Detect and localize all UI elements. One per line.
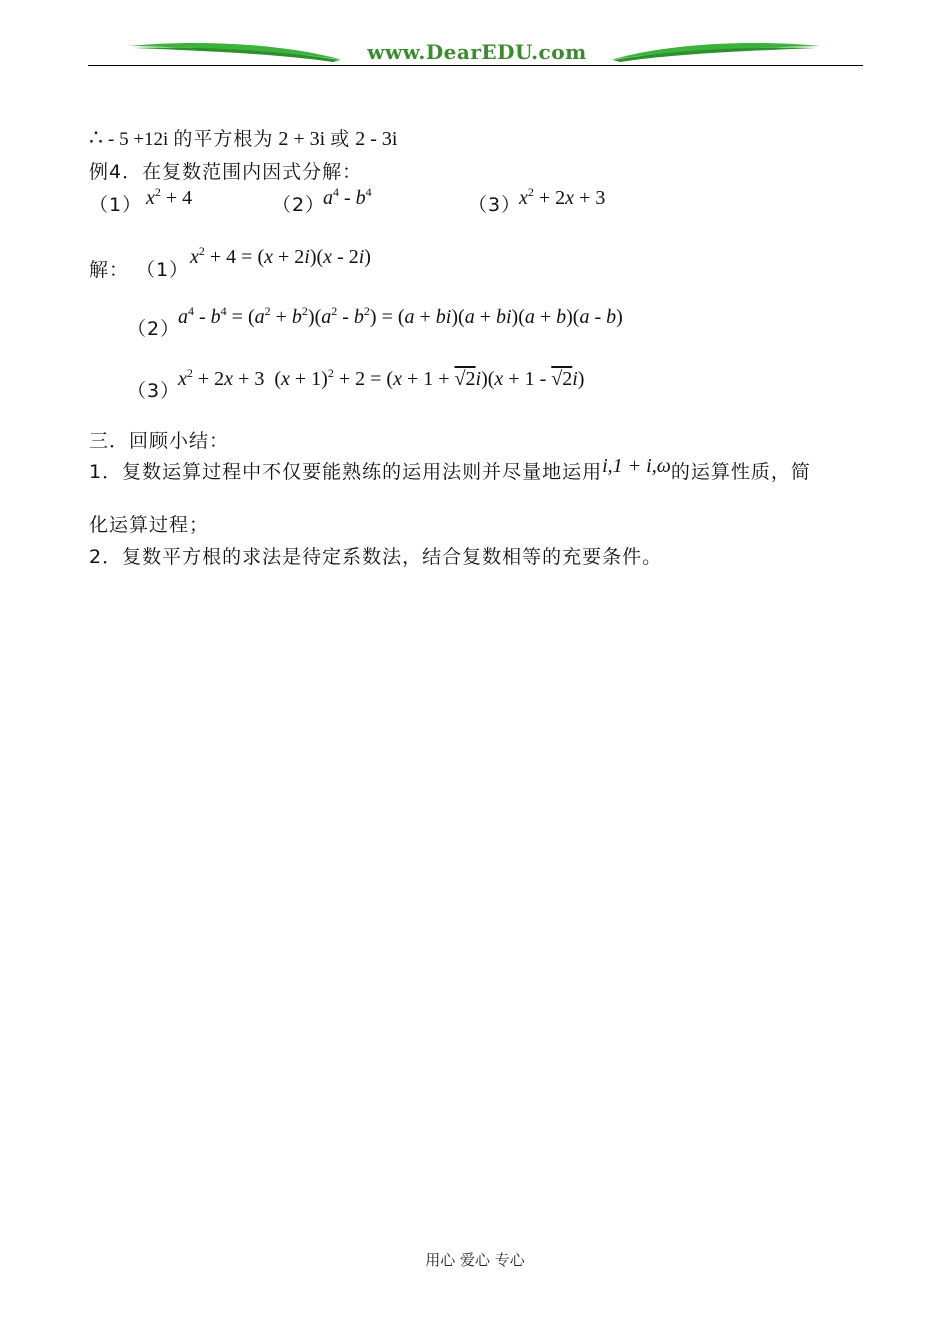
- therefore-or: 或: [330, 128, 351, 150]
- summary-item-2: 2．复数平方根的求法是待定系数法，结合复数相等的充要条件。: [89, 546, 663, 568]
- solution-expression-1: $x^2 + 4 = (x + 2i)(x - 2i)$: [190, 244, 371, 268]
- logo-text: www.DearEDU.com: [367, 40, 587, 64]
- header-rule: [88, 65, 863, 66]
- solution-label-1: （1）: [136, 259, 190, 281]
- solution-label: 解：: [89, 259, 130, 281]
- header-logo: [128, 38, 822, 68]
- summary-heading: 三．回顾小结：: [89, 430, 230, 452]
- therefore-text: 的平方根为: [173, 128, 274, 150]
- therefore-line: [89, 124, 397, 151]
- example-expression-2: $a^4 - b^4$: [323, 185, 372, 209]
- example-expression-3: $x^2 + 2x + 3$: [519, 185, 606, 209]
- footer-text: 用心 爱心 专心: [425, 1251, 525, 1269]
- solution-expression-2: $a^4 - b^4 = (a^2 + b^2)(a^2 - b^2) = (a + bi)(a + bi)(a + b)(a - b)$: [178, 304, 623, 328]
- root-one: 2 + 3i: [278, 128, 326, 150]
- summary-item-1-text-b: 的运算性质，简: [670, 461, 811, 483]
- summary-item-1-continuation: 化运算过程；: [89, 514, 210, 536]
- therefore-symbol: ∴: [89, 125, 103, 150]
- example-label-3: （3）: [468, 194, 522, 216]
- therefore-expression: - 5 +12i: [108, 129, 169, 150]
- example-label-1: （1）: [89, 194, 143, 216]
- root-two: 2 - 3i: [355, 128, 398, 150]
- summary-item-1-text-a: 1．复数运算过程中不仅要能熟练的运用法则并尽量地运用: [89, 461, 603, 483]
- summary-item-1-symbols: i,1 + i,ω: [602, 455, 671, 477]
- example-expression-1: $x^2 + 4$: [146, 185, 193, 209]
- summary-item-1: [89, 455, 811, 484]
- example-label-2: （2）: [272, 194, 326, 216]
- example-heading: 例4．在复数范围内因式分解：: [89, 161, 363, 183]
- solution-label-2: （2）: [127, 318, 181, 340]
- solution-label-3: （3）: [127, 380, 181, 402]
- solution-expression-3: $x^2 + 2x + 3$ $(x + 1)^2 + 2 = (x + 1 + √2i)(x + 1 - √2i)$: [178, 366, 585, 390]
